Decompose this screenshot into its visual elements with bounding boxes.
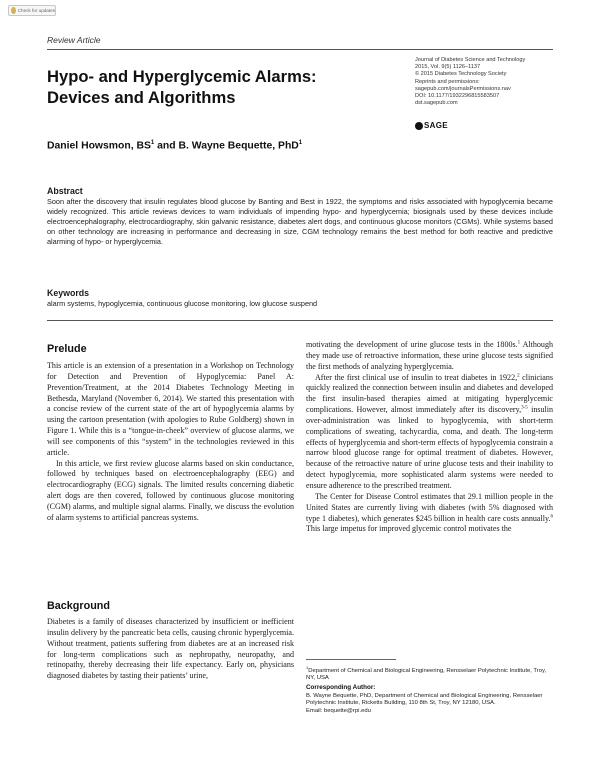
author-joiner: and bbox=[154, 140, 179, 152]
text-run: motivating the development of urine glucose tests in the 1800s. bbox=[306, 340, 518, 349]
citation-ref[interactable]: 1 bbox=[517, 340, 521, 346]
author-2-affiliation: 1 bbox=[298, 140, 303, 146]
footnote-text: Department of Chemical and Biological Engineering, Rensselaer Polytechnic Institute, Troy, NY, USA bbox=[306, 667, 547, 682]
keywords-heading: Keywords bbox=[47, 288, 90, 298]
author-1: Daniel Howsmon, BS bbox=[47, 140, 151, 152]
prelude-paragraph-1: This article is an extension of a presentation in a Workshop on Technology for Detection and Prevention of Hypoglycemia: Panel A: Prevention/Treatment, at the 2014 Diabetes Technology Meeting in Bethesda, Maryland (November 6, 2014). We started this presentation with a concise review of the current state of the art of hypoglycemia alarms by using the cartoon presentation (with apologies to Rube Goldberg) shown in Figure 1. While this is a “tongue-in-cheek” overview of glucose alarms, we will see components of this “system” in the technologies reviewed in this article. bbox=[47, 361, 294, 457]
title-line-1: Hypo- and Hyperglycemic Alarms: bbox=[47, 67, 317, 86]
journal-metadata bbox=[415, 57, 565, 107]
affiliation-footnote bbox=[306, 664, 553, 683]
abstract-text: Soon after the discovery that insulin regulates blood glucose by Banting and Best in 1922, the symptoms and risks associated with hypoglycemia became widely recognized. This article reviews devices to warn individuals of impending hypo- and hyperglycemia; biosignals used by these devices include electroencephalography, electrocardiography, skin galvanic resistance, diabetes alert dogs, and continuous glucose monitors (CGMs). While systems based on other technology are increasing in performance and decreasing in size, CGM technology remains the best method for both reactive and predictive alarming of hypo- or hyperglycemia. bbox=[47, 197, 553, 246]
title-line-2: Devices and Algorithms bbox=[47, 88, 236, 107]
citation-ref[interactable]: 2 bbox=[517, 372, 520, 378]
header-divider bbox=[47, 49, 553, 50]
footnote-divider bbox=[306, 659, 396, 660]
publisher-logo bbox=[415, 121, 448, 130]
text-run: Although they made use of retroactive information, these urine glucose tests signified the first methods of analyzing hyperglycemia. bbox=[306, 340, 553, 371]
text-run: insulin over-administration was linked to hypoglycemia, with short-term complications of sweating, tachycardia, coma, and death. The long-term effects of hyperglycemia and short-term effects of hypoglycemia constrain a narrow blood glucose range for optimal treatment of diabetes. However, because of the retroactive nature of urine glucose tests and their inability to detect hypoglycemia, more sophisticated alarm systems were needed to ensure adherence to the prescribed treatment. bbox=[306, 405, 554, 490]
footnote-marker: 1 bbox=[306, 665, 309, 670]
sage-logo-icon bbox=[415, 122, 423, 130]
right-column-body bbox=[306, 340, 553, 535]
update-icon bbox=[11, 7, 16, 14]
publisher-name: SAGE bbox=[424, 121, 448, 130]
text-run: clinicians quickly realized the connection between insulin and diabetes and developed the first insulin-based therapies aimed at mitigating hyperglycemic complications. However, almost immediately after its discovery, bbox=[306, 372, 553, 415]
history-paragraph-3 bbox=[306, 492, 553, 535]
citation-ref[interactable]: 3-5 bbox=[521, 405, 528, 411]
corresponding-address: B. Wayne Bequette, PhD, Department of Chemical and Biological Engineering, Rensselaer Polytechnic Institute, Ricketts Building, 110 8th St, Troy, NY 12180, USA. bbox=[306, 693, 543, 707]
abstract-heading: Abstract bbox=[47, 186, 83, 196]
corresponding-author-details bbox=[306, 693, 553, 715]
background-body bbox=[47, 617, 294, 682]
citation-ref[interactable]: 6 bbox=[550, 513, 553, 519]
prelude-body bbox=[47, 361, 294, 524]
badge-label: Check for updates bbox=[17, 8, 55, 13]
prelude-heading: Prelude bbox=[47, 343, 87, 355]
meta-volume: 2015, Vol. 9(5) 1126–1137 bbox=[415, 64, 481, 71]
history-paragraph-2 bbox=[306, 373, 553, 492]
check-for-updates-badge[interactable] bbox=[8, 5, 56, 16]
text-run: This large impetus for improved glycemic control motivates the bbox=[306, 524, 512, 534]
article-title bbox=[47, 66, 407, 108]
section-divider bbox=[47, 320, 553, 321]
history-paragraph-1 bbox=[306, 340, 553, 373]
author-list bbox=[47, 140, 302, 151]
author-1-affiliation: 1 bbox=[150, 140, 155, 146]
meta-reprints: Reprints and permissions: bbox=[415, 78, 480, 85]
meta-permissions-link[interactable]: sagepub.com/journalsPermissions.nav bbox=[415, 85, 511, 92]
meta-journal: Journal of Diabetes Science and Technology bbox=[415, 57, 526, 63]
keywords-text: alarm systems, hypoglycemia, continuous glucose monitoring, low glucose suspend bbox=[47, 299, 318, 308]
corresponding-author-heading: Corresponding Author: bbox=[306, 684, 376, 691]
author-2: B. Wayne Bequette, PhD bbox=[178, 140, 299, 152]
corresponding-email[interactable]: Email: bequette@rpi.edu bbox=[306, 707, 371, 714]
meta-site-link[interactable]: dst.sagepub.com bbox=[415, 100, 458, 107]
article-type: Review Article bbox=[47, 35, 101, 45]
background-heading: Background bbox=[47, 600, 110, 612]
text-run: After the first clinical use of insulin to treat diabetes in 1922, bbox=[315, 372, 518, 382]
text-run: The Center for Disease Control estimates that 29.1 million people in the United States are currently living with diabetes (with 5% diagnosed with type 1 diabetes), which generates $245 billion in health care costs annually. bbox=[306, 491, 553, 523]
meta-doi[interactable]: DOI: 10.1177/1932296815583507 bbox=[415, 93, 500, 100]
meta-copyright: © 2015 Diabetes Technology Society bbox=[415, 71, 507, 78]
prelude-paragraph-2: In this article, we first review glucose alarms based on skin conductance, followed by techniques based on electroencephalography (EEG) and electrocardiography (ECG) signals. The limited results concerning diabetic alert dogs are then covered, followed by continuous glucose monitoring (CGM) alarms, and multiple signal alarms. Finally, we discuss the evolution of alarm systems to artificial pancreas systems. bbox=[47, 458, 294, 522]
background-paragraph-1: Diabetes is a family of diseases characterized by insufficient or inefficient insulin delivery by the pancreatic beta cells, causing chronic hyperglycemia. Without treatment, patients suffering from diabetes are at an increased risk for long-term complications such as nephropathy, neuropathy, and retinopathy, thereby decreasing their life expectancy. Early on, physicians diagnosed diabetes by tasting their patients’ urine, bbox=[47, 617, 294, 681]
